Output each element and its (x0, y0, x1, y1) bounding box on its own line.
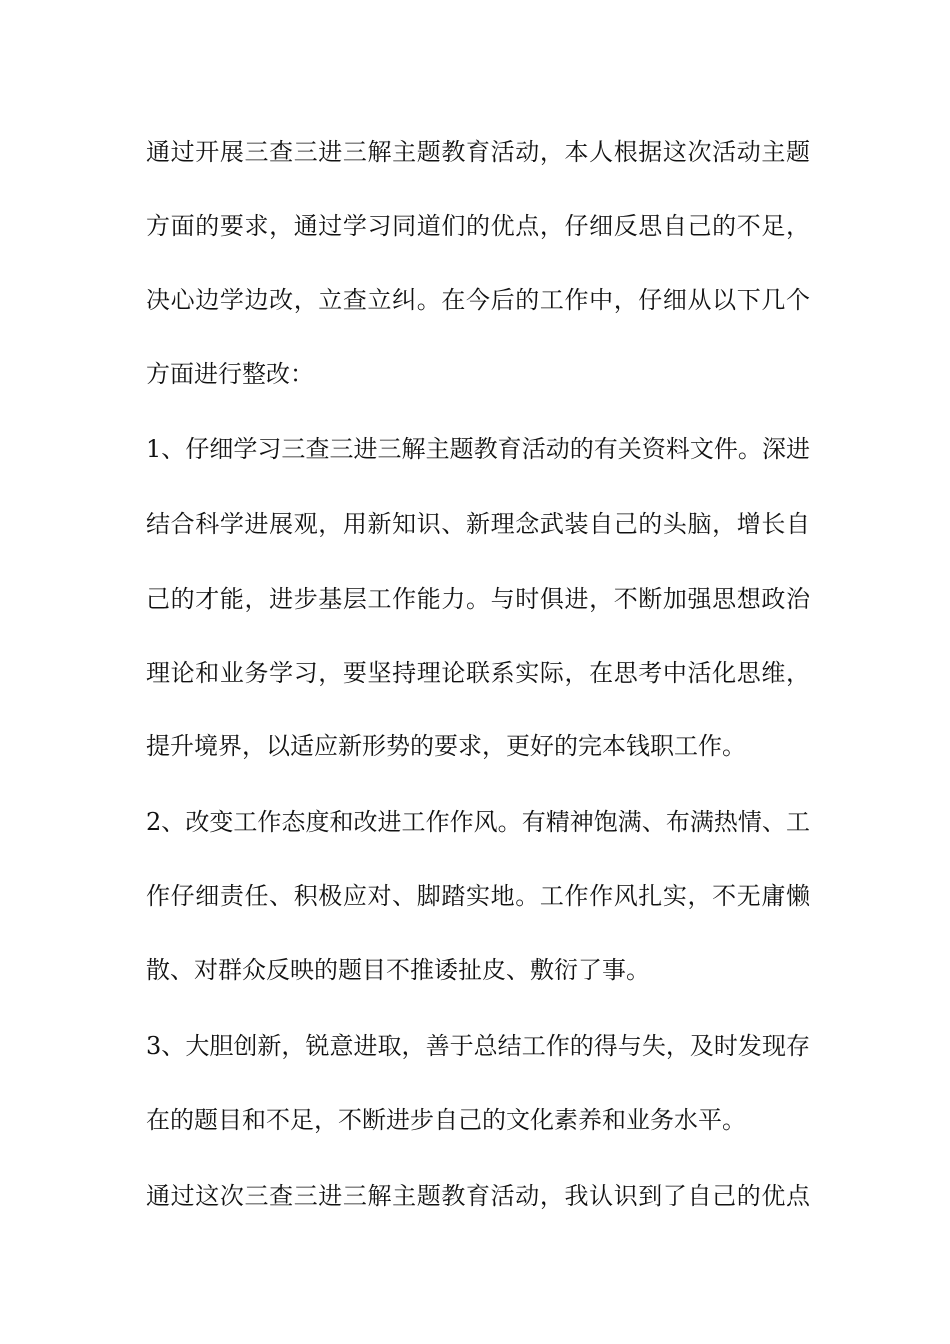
paragraph-line: 通过这次三查三进三解主题教育活动，我认识到了自己的优点 (146, 1182, 810, 1210)
paragraph-line: 通过开展三查三进三解主题教育活动，本人根据这次活动主题 (146, 138, 810, 166)
paragraph-line: 提升境界，以适应新形势的要求，更好的完本钱职工作。 (146, 732, 746, 760)
paragraph-line: 结合科学进展观，用新知识、新理念武装自己的头脑，增长自 (146, 510, 810, 538)
paragraph-line: 决心边学边改，立查立纠。在今后的工作中，仔细从以下几个 (146, 286, 810, 314)
paragraph-line: 2、改变工作态度和改进工作作风。有精神饱满、布满热情、工 (146, 808, 810, 836)
paragraph-line: 1、仔细学习三查三进三解主题教育活动的有关资料文件。深进 (146, 435, 810, 463)
paragraph-line: 作仔细责任、积极应对、脚踏实地。工作作风扎实，不无庸懒 (146, 882, 810, 910)
paragraph-line: 方面的要求，通过学习同道们的优点，仔细反思自己的不足， (146, 212, 810, 240)
paragraph-line: 在的题目和不足，不断进步自己的文化素养和业务水平。 (146, 1106, 746, 1134)
paragraph-line: 散、对群众反映的题目不推诿扯皮、敷衍了事。 (146, 956, 650, 984)
paragraph-line: 3、大胆创新，锐意进取，善于总结工作的得与失，及时发现存 (146, 1032, 810, 1060)
paragraph-line: 己的才能，进步基层工作能力。与时俱进，不断加强思想政治 (146, 585, 810, 613)
paragraph-line: 理论和业务学习，要坚持理论联系实际，在思考中活化思维， (146, 659, 810, 687)
paragraph-line: 方面进行整改： (146, 360, 314, 388)
